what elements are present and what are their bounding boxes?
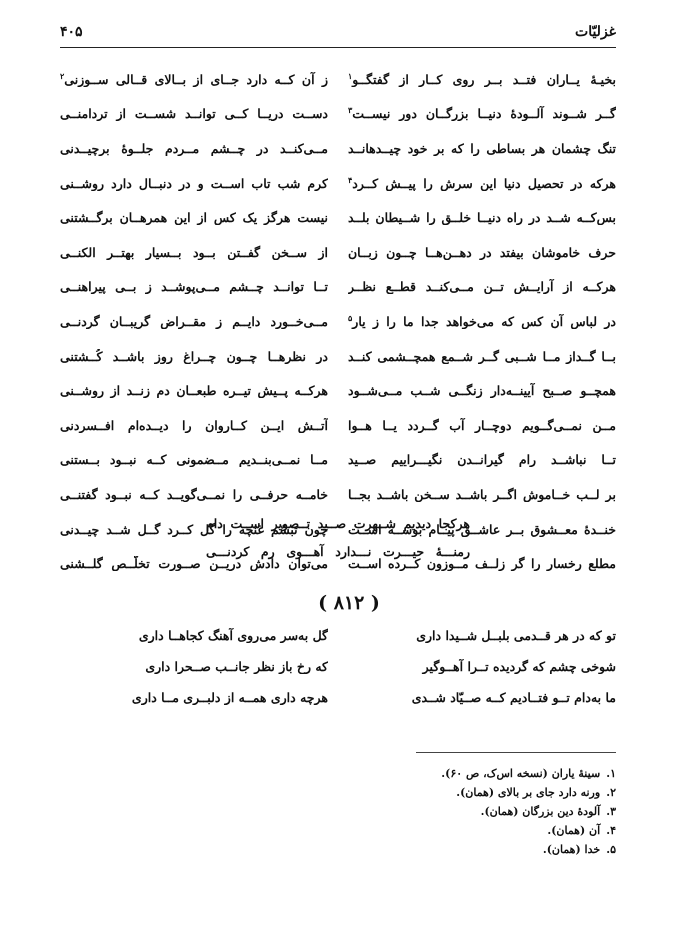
second-hemistich-text: هرکــه پــیش تیــره طبعــان دم زنــد از روشــنی	[60, 383, 328, 399]
first-hemistich-text: شوخی چشم که گردیده تــرا آهــوگیر	[422, 659, 616, 674]
first-hemistich-text: بر لــب خــاموش اگــر باشــد ســخن باشــد بجــا	[348, 486, 616, 502]
second-hemistich-text: کرم شب تاب اســت و در دنبــال دارد روشــنی	[60, 175, 328, 191]
footnote	[96, 802, 616, 821]
first-hemistich-text: خنــدهٔ معــشوق بــر عاشــق پیــام بوســه اســت	[348, 521, 616, 537]
second-hemistich-text: که رخ باز نظر جانــب صــحرا داری	[145, 659, 328, 674]
footnote-number: ۵.	[606, 843, 616, 856]
second-hemistich-text: مــا نمــی‌بنــدیم مــضمونی کــه نبــود بــستنی	[60, 452, 328, 468]
second-hemistich	[60, 690, 328, 705]
second-hemistich-text: چون تبسّم غنچه را گل کــرد گــل شــد چیــدنی	[60, 521, 328, 537]
footnote-number: ۴.	[606, 824, 616, 837]
second-hemistich-text: مــی‌کنــد در چــشم مــردم جلــوهٔ برچیــدنی	[60, 140, 328, 156]
header-rule	[60, 47, 616, 48]
ghazal-number-heading: ( ۸۱۲ )	[318, 592, 380, 614]
first-hemistich	[348, 659, 616, 674]
second-hemistich	[60, 210, 328, 225]
second-hemistich-text: گل به‌سر می‌روی آهنگ کجاهــا داری	[138, 628, 328, 643]
second-hemistich	[60, 659, 328, 674]
first-hemistich	[348, 279, 616, 294]
second-hemistich	[60, 349, 328, 364]
second-hemistich	[60, 628, 328, 643]
first-hemistich	[348, 314, 616, 329]
couplet	[60, 373, 616, 408]
first-hemistich-text: گــر شــوند آلــودهٔ دنیــا بزرگــان دور نیســت	[352, 106, 616, 122]
closing-couplet	[60, 510, 616, 566]
first-hemistich-text: مــن نمــی‌گــویم دوچــار آب گــردد یــا هــوا	[348, 417, 616, 433]
page-number: ۴۰۵	[60, 24, 83, 40]
couplet	[60, 304, 616, 339]
second-hemistich	[60, 176, 328, 191]
couplet	[60, 200, 616, 235]
first-hemistich-text: تنگ چشمان هر بساطی را که بر خود چیــدهانــد	[348, 140, 616, 156]
second-hemistich	[60, 418, 328, 433]
footnote	[96, 783, 616, 802]
second-hemistich-text: ز آن کــه دارد جــای از بــالای قــالی ســوزنی	[64, 71, 328, 87]
footnote-text: ورنه دارد جای بر بالای (همان).	[456, 786, 601, 799]
first-hemistich-text: هرکه در تحصیل دنیا این سرش را پیــش کــرد	[352, 175, 616, 191]
second-hemistich	[60, 487, 328, 502]
first-hemistich-text: ما به‌دام تــو فتــادیم کــه صــیّاد شــدی	[411, 690, 616, 705]
second-hemistich-text: تــا توانــد چــشم مــی‌پوشــد ز بــی پیراهنــی	[60, 279, 328, 295]
couplet	[60, 270, 616, 305]
first-hemistich-text: بس‌کــه شــد در راه دنیــا خلــق را شــیطان بلــد	[348, 210, 616, 226]
first-hemistich-text: مطلع رخسار را گر زلــف مــوزون کــرده اســت	[348, 556, 616, 572]
couplet	[60, 131, 616, 166]
first-hemistich	[348, 245, 616, 260]
first-hemistich	[348, 487, 616, 502]
second-hemistich	[60, 279, 328, 294]
footnote-number: ۲.	[606, 786, 616, 799]
footnote-text: خدا (همان).	[542, 843, 601, 856]
couplet	[60, 97, 616, 132]
first-hemistich	[348, 383, 616, 398]
first-hemistich-text: هرکــه از آرایــش تــن مــی‌کنــد قطــع نظــر	[348, 279, 616, 295]
second-hemistich-text: مــی‌خــورد دایــم ز مقــراض گریبــان گردنــی	[60, 313, 328, 329]
footnote	[96, 764, 616, 783]
second-hemistich	[60, 72, 328, 87]
footnote-marker: ۲	[60, 71, 65, 81]
second-hemistich	[60, 141, 328, 156]
first-hemistich	[348, 452, 616, 467]
couplet	[60, 682, 616, 713]
couplet	[60, 651, 616, 682]
footnote	[96, 821, 616, 840]
first-hemistich	[348, 349, 616, 364]
first-hemistich	[348, 141, 616, 156]
first-hemistich-text: همچــو صــبح آیینــه‌دار زنگــی شــب مــی‌شــود	[348, 383, 616, 399]
couplet	[60, 339, 616, 374]
couplet	[60, 235, 616, 270]
footnote-marker: ۴	[348, 175, 353, 185]
first-hemistich-text: تو که در هر قــدمی بلبــل شــیدا داری	[416, 628, 616, 643]
first-hemistich-text: تــا نباشــد رام گیرانــدن نگیـــراییم صــید	[348, 452, 616, 468]
first-hemistich	[348, 628, 616, 643]
footnote-marker: ۳	[348, 106, 353, 116]
page-header	[60, 22, 616, 46]
first-hemistich	[348, 72, 616, 87]
ghazal-811-couplets	[60, 62, 616, 581]
footnote-marker: ۱	[348, 71, 353, 81]
footnote-marker: ۵	[348, 313, 353, 323]
couplet	[60, 166, 616, 201]
first-hemistich-text: در لباس آن کس که می‌خواهد جدا ما را ز یار	[352, 313, 616, 329]
second-hemistich-text: آتــش ایــن کــاروان را دیــده‌ام افــسردنی	[60, 417, 328, 433]
second-hemistich	[60, 383, 328, 398]
second-hemistich-text: نیست هرگز یک کس از این همرهــان برگــشتنی	[60, 210, 328, 226]
second-hemistich	[60, 245, 328, 260]
second-hemistich-text: در نظرهــا چــون چــراغ روز باشــد کُــشتنی	[60, 348, 328, 364]
closing-second-hemistich: رمنـــهٔ حیـــرت نـــدارد آهـــوی رم کردنـــی	[206, 544, 470, 559]
running-title: غزلیّات	[575, 24, 616, 40]
couplet	[60, 62, 616, 97]
footnote	[96, 840, 616, 859]
first-hemistich	[348, 418, 616, 433]
couplet	[60, 620, 616, 651]
second-hemistich-text: از ســخن گفــتن بــود بــسیار بهتــر الکنــی	[60, 244, 328, 260]
footnote-rule	[416, 752, 616, 753]
first-hemistich	[348, 210, 616, 225]
footnote-text: آن (همان).	[547, 824, 601, 837]
first-hemistich	[348, 176, 616, 191]
second-hemistich	[60, 106, 328, 121]
closing-first-hemistich: هرکجا دیدیم شــهرت صــید تــصویر اســت دام	[206, 516, 470, 531]
footnote-text: آلودهٔ دین بزرگان (همان).	[480, 805, 601, 818]
ghazal-812-couplets	[60, 620, 616, 713]
footnotes	[96, 764, 616, 859]
first-hemistich-text: حرف خاموشان بیفتد در دهــن‌هــا چــون زبــان	[348, 244, 616, 260]
second-hemistich-text: هرچه داری همــه از دلبــری مــا داری	[131, 690, 328, 705]
second-hemistich-text: دســت دریــا کــی توانــد شســت از تردامنــی	[60, 106, 328, 122]
couplet	[60, 443, 616, 478]
first-hemistich	[348, 690, 616, 705]
second-hemistich-text: می‌توان دادش دریــن صــورت تخلّــص گلــشنی	[60, 556, 328, 572]
first-hemistich	[348, 106, 616, 121]
footnote-number: ۳.	[606, 805, 616, 818]
footnote-number: ۱.	[606, 767, 616, 780]
second-hemistich	[60, 314, 328, 329]
footnote-text: سینهٔ یاران (نسخه اس‌ک، ص ۶۰).	[441, 767, 601, 780]
couplet	[60, 408, 616, 443]
first-hemistich-text: بخیـهٔ یــاران فتــد بــر روی کــار از گفتگــو	[352, 71, 616, 87]
couplet	[60, 477, 616, 512]
second-hemistich-text: خامــه حرفــی را نمــی‌گویــد کــه نبــود گفتنــی	[60, 486, 328, 502]
second-hemistich	[60, 452, 328, 467]
first-hemistich-text: بــا گــداز مــا شــبی گــر شــمع همچــشمی کنــد	[348, 348, 616, 364]
